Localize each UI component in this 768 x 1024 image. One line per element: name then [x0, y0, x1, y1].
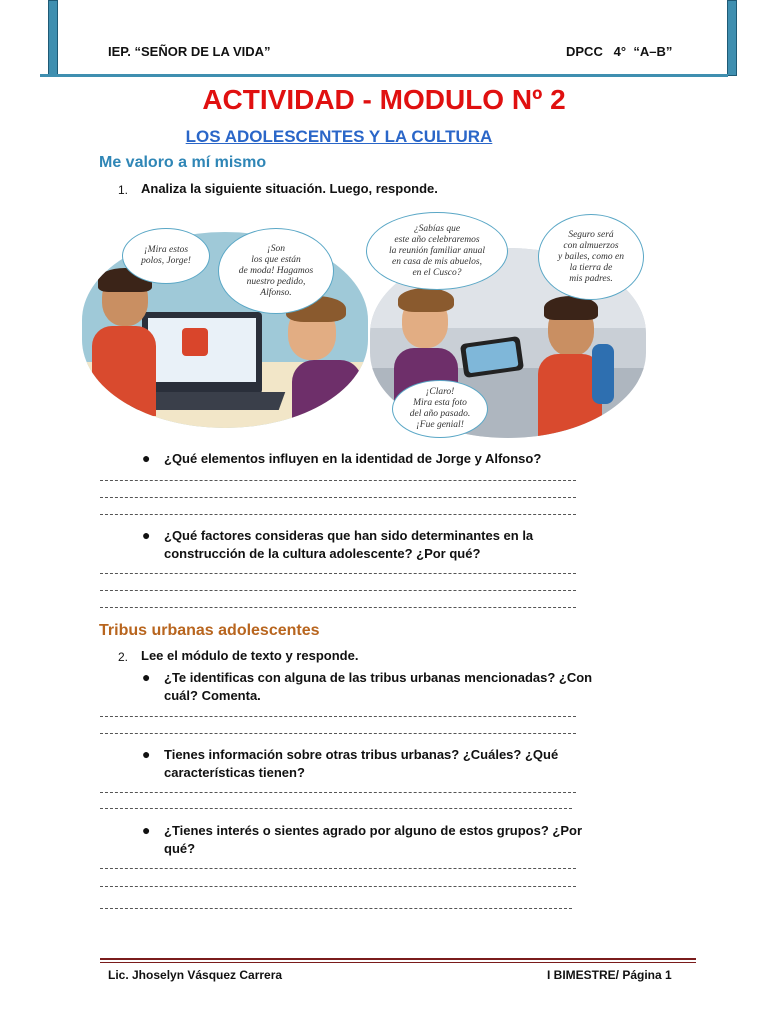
speech-bubble-5: ¡Claro! Mira esta foto del año pasado. ¡Fue genial!: [392, 380, 488, 438]
speech-bubble-4: Seguro será con almuerzos y bailes, como en la tierra de mis padres.: [538, 214, 644, 300]
section-heading-2: Tribus urbanas adolescentes: [99, 622, 320, 639]
answer-line: [100, 792, 576, 793]
answer-line: [100, 480, 576, 481]
tshirt-icon: [182, 328, 208, 356]
header-right-bar: [727, 0, 737, 76]
bullet-icon: ●: [142, 822, 151, 838]
item-number-2: 2.: [118, 650, 129, 664]
answer-line: [100, 497, 576, 498]
question-3: ¿Te identificas con alguna de las tribus urbanas mencionadas? ¿Con cuál? Comenta.: [164, 670, 593, 703]
bullet-icon: ●: [142, 450, 151, 466]
school-name: IEP. “SEÑOR DE LA VIDA”: [108, 44, 271, 59]
answer-line: [100, 808, 572, 809]
bullet-icon: ●: [142, 669, 151, 685]
question-5: ¿Tienes interés o sientes agrado por alguno de estos grupos? ¿Por qué?: [164, 823, 583, 856]
item-text-2: Lee el módulo de texto y responde.: [141, 648, 359, 663]
course-label: DPCC 4° “A–B”: [566, 44, 673, 59]
answer-line: [100, 590, 576, 591]
backpack-icon: [592, 344, 614, 404]
answer-line: [100, 607, 576, 608]
item-number-1: 1.: [118, 183, 129, 197]
boy-jorge-body: [92, 326, 156, 416]
footer-rule: [100, 958, 696, 960]
header-rule: [40, 74, 728, 77]
answer-line: [100, 886, 576, 887]
answer-line: [100, 716, 576, 717]
speech-bubble-3: ¿Sabías que este año celebraremos la reunión familiar anual en casa de mis abuelos, en el Cusco?: [366, 212, 508, 290]
comic-illustration: [82, 208, 646, 440]
boy-alfonso-body: [292, 360, 362, 428]
question-2: ¿Qué factores consideras que han sido determinantes en la construcción de la cultura adolescente? ¿Por qué?: [164, 528, 534, 561]
bullet-icon: ●: [142, 746, 151, 762]
speech-bubble-1: ¡Mira estos polos, Jorge!: [122, 228, 210, 284]
page-title: ACTIVIDAD - MODULO Nº 2: [202, 84, 566, 115]
answer-line: [100, 868, 576, 869]
speech-bubble-2: ¡Son los que están de moda! Hagamos nuestro pedido, Alfonso.: [218, 228, 334, 314]
answer-line: [100, 514, 576, 515]
footer-author: Lic. Jhoselyn Vásquez Carrera: [108, 968, 283, 982]
bullet-icon: ●: [142, 527, 151, 543]
section-heading-1: Me valoro a mí mismo: [99, 154, 267, 171]
footer-page: I BIMESTRE/ Página 1: [547, 968, 672, 982]
answer-line: [100, 908, 572, 909]
answer-line: [100, 733, 576, 734]
item-text-1: Analiza la siguiente situación. Luego, responde.: [141, 181, 438, 196]
footer-rule-thin: [100, 962, 696, 963]
page-subtitle: LOS ADOLESCENTES Y LA CULTURA: [185, 127, 493, 146]
header-left-bar: [48, 0, 58, 76]
question-1: ¿Qué elementos influyen en la identidad de Jorge y Alfonso?: [164, 451, 542, 466]
answer-line: [100, 573, 576, 574]
question-4: Tienes información sobre otras tribus urbanas? ¿Cuáles? ¿Qué características tienen?: [164, 747, 559, 780]
